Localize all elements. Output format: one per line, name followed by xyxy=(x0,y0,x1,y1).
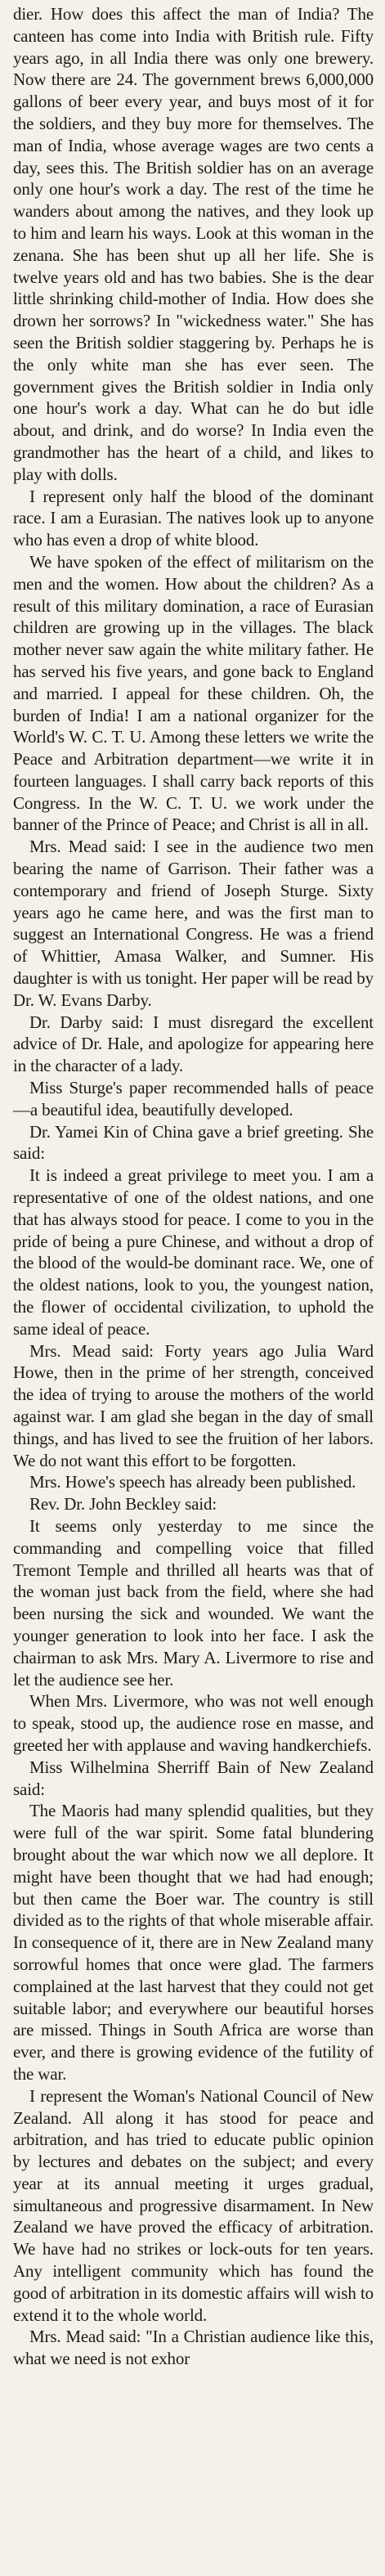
paragraph-beckley-speech: It seems only yesterday to me since the commanding and compelling voice that filled Tremont Temple and thrilled all hearts was that of the woman just back from the field, where she had been nursing the sick and wounded. We want the younger generation to look into her face. I ask the chairman to ask Mrs. Mary A. Livermore to rise and let the audience see her. xyxy=(13,1515,374,1690)
paragraph-militarism-children: We have spoken of the effect of militarism on the men and the women. How about the children? As a result of this military domination, a race of Eurasian children are growing up in the villages. The black mother never saw again the white military father. He has served his five years, and gone back to England and married. I appeal for these children. Oh, the burden of India! I am a national organizer for the World's W. C. T. U. Among these letters we write the Peace and Arbitration department—we write it in fourteen languages. I shall carry back reports of this Congress. In the W. C. T. U. we work under the banner of the Prince of Peace; and Christ is all in all. xyxy=(13,551,374,835)
paragraph-bain-intro: Miss Wilhelmina Sherriff Bain of New Zealand said: xyxy=(13,1757,374,1799)
paragraph-livermore: When Mrs. Livermore, who was not well enough to speak, stood up, the audience rose en masse, and greeted her with applause and waving handkerchiefs. xyxy=(13,1691,374,1755)
paragraph-mead-christian: Mrs. Mead said: "In a Christian audience like this, what we need is not exhor xyxy=(13,2327,374,2369)
paragraph-yamei-kin-intro: Dr. Yamei Kin of China gave a brief greeting. She said: xyxy=(13,1121,374,1164)
paragraph-darby: Dr. Darby said: I must disregard the excellent advice of Dr. Hale, and apologize for appearing here in the character of a lady. xyxy=(13,1012,374,1076)
paragraph-india-canteen: dier. How does this affect the man of India? The canteen has come into India with British rule. Fifty years ago, in all India there was only one brewery. Now there are 24. The government brews 6,000,000 gallons of beer every year, and buys most of it for the soldiers, and they buy more for themselves. The man of India, whose average wages are two cents a day, sees this. The British soldier has on an average only one hour's work a day. The rest of the time he wanders about among the natives, and they look up to him and learn his ways. Look at this woman in the zenana. She has been shut up all her life. She is twelve years old and has two babies. She is the dear little shrinking child-mother of India. How does she drown her sorrows? In "wickedness water." She has seen the British soldier staggering by. Perhaps he is the only white man she has ever seen. The government gives the British soldier in India only one hour's work a day. What can he do but idle about, and drink, and do worse? In India even the grandmother has the heart of a child, and likes to play with dolls. xyxy=(13,4,374,484)
paragraph-bain-council: I represent the Woman's National Council of New Zealand. All along it has stood for peace and arbitration, and has tried to educate public opinion by lectures and debates on the subject; and every year at its annual meeting it urges gradual, simultaneous and progressive disarmament. In New Zealand we have proved the efficacy of arbitration. We have had no strikes or lock-outs for ten years. Any intelligent community which has found the good of arbitration in its domestic affairs will wish to extend it to the whole world. xyxy=(13,2085,374,2325)
paragraph-bain-maoris: The Maoris had many splendid qualities, but they were full of the war spirit. Some fatal blundering brought about the war which now we all deplore. It might have been thought that we had had enough; but then came the Boer war. The country is still divided as to the rights of that whole miserable affair. In consequence of it, there are in New Zealand many sorrowful homes that once were glad. The farmers complained at the last harvest that they could not get suitable labor; and everywhere our beautiful horses are missed. Things in South Africa are worse than ever, and there is growing evidence of the futility of the war. xyxy=(13,1801,374,2084)
paragraph-beckley-intro: Rev. Dr. John Beckley said: xyxy=(29,1494,217,1515)
paragraph-eurasian: I represent only half the blood of the dominant race. I am a Eurasian. The natives look up to anyone who has even a drop of white blood. xyxy=(13,486,374,550)
paragraph-howe-speech: Mrs. Howe's speech has already been published. xyxy=(29,1472,356,1492)
paragraph-mead-howe: Mrs. Mead said: Forty years ago Julia Ward Howe, then in the prime of her strength, conceived the idea of trying to arouse the mothers of the world against war. I am glad she began in the day of small things, and has lived to see the fruition of her labors. We do not want this effort to be forgotten. xyxy=(13,1340,374,1470)
paragraph-yamei-kin-speech: It is indeed a great privilege to meet you. I am a representative of one of the oldest nations, and one that has always stood for peace. I come to you in the pride of being a pure Chinese, and without a drop of the blood of the would-be dominant race. We, one of the oldest nations, look to you, the youngest nation, the flower of occidental civilization, to uphold the same ideal of peace. xyxy=(13,1165,374,1339)
paragraph-sturge-paper: Miss Sturge's paper recommended halls of peace—a beautiful idea, beautifully developed. xyxy=(13,1078,374,1120)
paragraph-mead-garrison: Mrs. Mead said: I see in the audience two men bearing the name of Garrison. Their father was a contemporary and friend of Joseph Sturge. Sixty years ago he came here, and was the first man to suggest an International Congress. He was a friend of Whittier, Amasa Walker, and Sumner. His daughter is with us tonight. Her paper will be read by Dr. W. Evans Darby. xyxy=(13,837,374,1010)
